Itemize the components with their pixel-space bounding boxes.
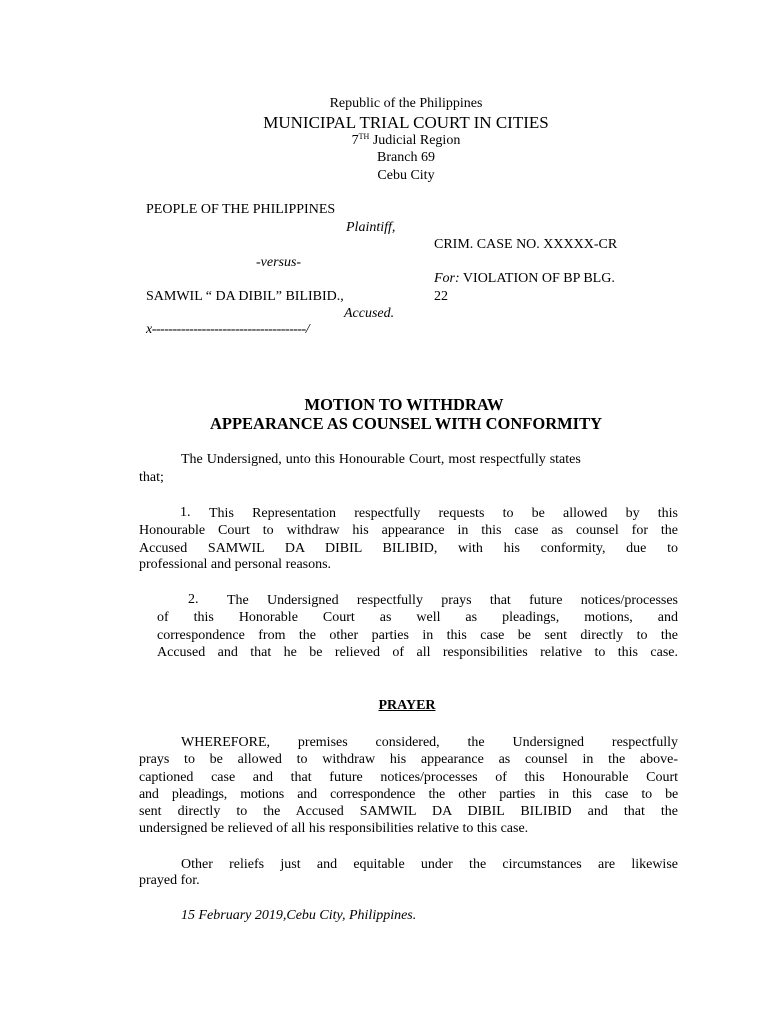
intro-line1: The Undersigned, unto this Honourable Court, most respectfully states bbox=[181, 452, 581, 467]
paragraph-2-line2: of this Honorable Court as well as pleadings, motions, and bbox=[157, 610, 678, 625]
judicial-region bbox=[0, 133, 768, 149]
prayer-line5: sent directly to the Accused SAMWIL DA DIBIL BILIBID and that the bbox=[139, 804, 678, 819]
accused-name: SAMWIL “ DA DIBIL” BILIBID., bbox=[146, 289, 344, 304]
paragraph-1-number: 1. bbox=[180, 505, 191, 520]
republic-line: Republic of the Philippines bbox=[329, 96, 483, 111]
paragraph-2-line1: The Undersigned respectfully prays that future notices/processes bbox=[227, 593, 678, 608]
prayer-line4: and pleadings, motions and correspondence the other parties in this case to be bbox=[139, 787, 678, 802]
motion-title-line1: MOTION TO WITHDRAW bbox=[304, 395, 504, 414]
region-suffix: TH bbox=[358, 132, 370, 141]
prayer-heading bbox=[0, 698, 768, 714]
paragraph-1-line1: This Representation respectfully requests to be allowed by this bbox=[209, 506, 678, 521]
region-text: Judicial Region bbox=[369, 133, 461, 148]
other-reliefs-line1: Other reliefs just and equitable under the circumstances are likewise bbox=[181, 857, 678, 872]
region-number: 7 bbox=[351, 133, 359, 148]
accused-label: Accused. bbox=[344, 306, 395, 321]
paragraph-1-line4: professional and personal reasons. bbox=[139, 557, 332, 572]
plaintiff-label: Plaintiff, bbox=[346, 220, 396, 235]
prayer-line2: prays to be allowed to withdraw his appearance as counsel in the above- bbox=[139, 752, 678, 767]
for-violation-cont: 22 bbox=[434, 289, 448, 304]
paragraph-2-line3: correspondence from the other parties in this case be sent directly to the bbox=[157, 628, 678, 643]
for-violation bbox=[434, 271, 615, 287]
court-name: MUNICIPAL TRIAL COURT IN CITIES bbox=[263, 113, 549, 132]
prayer-heading-text: PRAYER bbox=[378, 698, 436, 713]
paragraph-1-line3: Accused SAMWIL DA DIBIL BILIBID, with his conformity, due to bbox=[139, 541, 678, 556]
prayer-line1: WHEREFORE, premises considered, the Undersigned respectfully bbox=[181, 735, 678, 750]
other-reliefs-line2: prayed for. bbox=[139, 873, 200, 888]
paragraph-2-line4: Accused and that he be relieved of all responsibilities relative to this case. bbox=[157, 645, 678, 660]
versus-label: -versus- bbox=[256, 255, 302, 270]
paragraph-1-line2: Honourable Court to withdraw his appearance in this case as counsel for the bbox=[139, 523, 678, 538]
city-line: Cebu City bbox=[377, 168, 435, 183]
people-party: PEOPLE OF THE PHILIPPINES bbox=[146, 202, 336, 217]
prayer-line6: undersigned be relieved of all his responsibilities relative to this case. bbox=[139, 821, 529, 836]
paragraph-2-number: 2. bbox=[188, 592, 199, 607]
for-text: VIOLATION OF BP BLG. bbox=[459, 271, 615, 286]
branch-line: Branch 69 bbox=[377, 150, 435, 165]
prayer-line3: captioned case and that future notices/processes of this Honourable Court bbox=[139, 770, 678, 785]
caption-separator-line: x-------------------------------------/ bbox=[146, 322, 310, 337]
for-label: For: bbox=[434, 271, 460, 286]
case-number: CRIM. CASE NO. XXXXX-CR bbox=[434, 237, 618, 252]
intro-line2: that; bbox=[139, 470, 164, 485]
date-place-line: 15 February 2019,Cebu City, Philippines. bbox=[181, 908, 417, 923]
motion-title-line2: APPEARANCE AS COUNSEL WITH CONFORMITY bbox=[209, 414, 603, 433]
